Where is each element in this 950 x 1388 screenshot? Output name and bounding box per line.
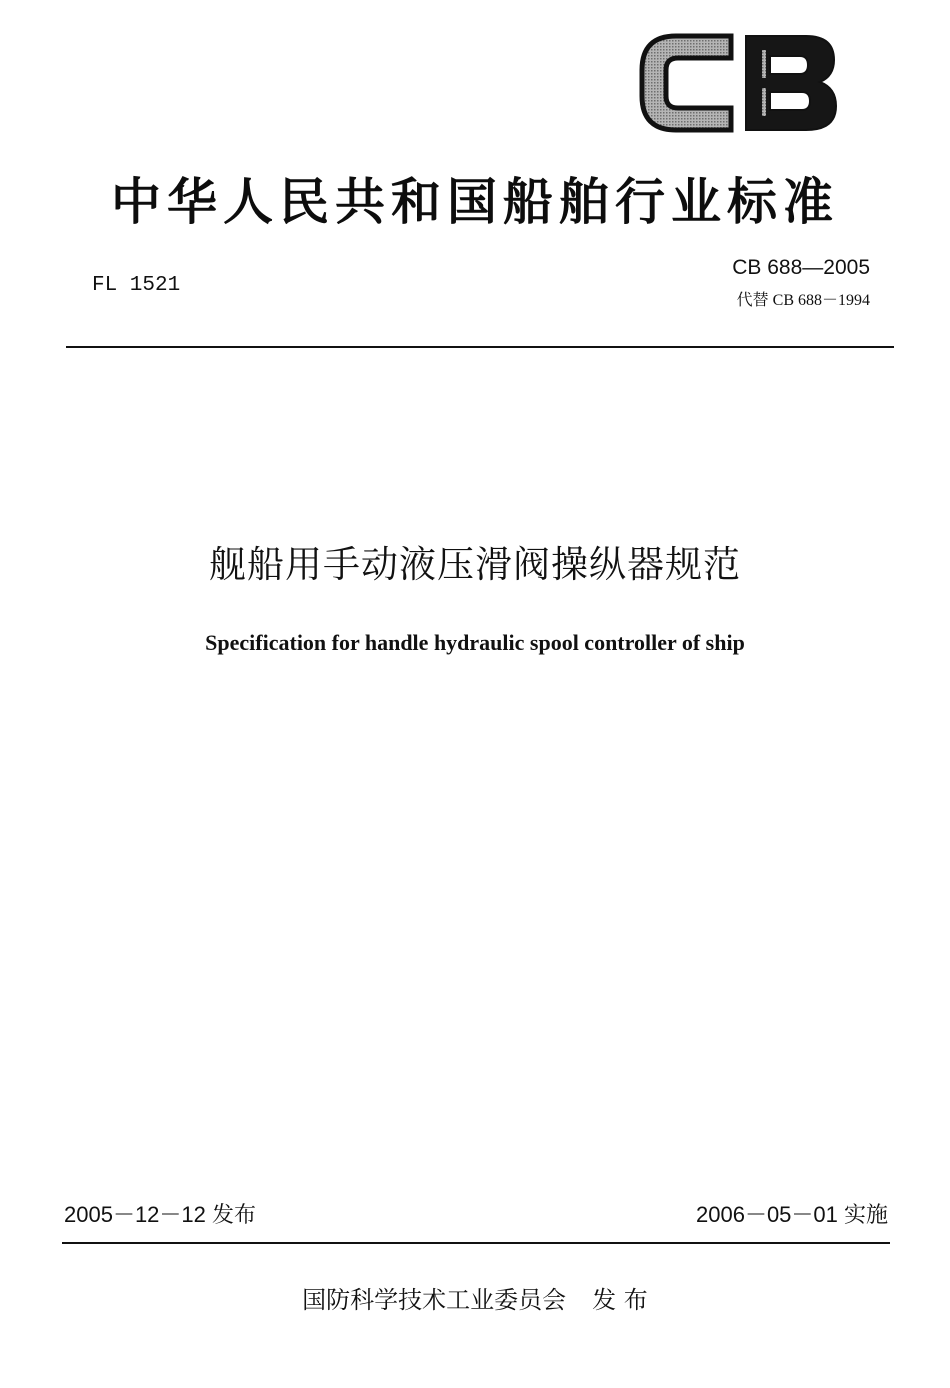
cb-logo xyxy=(636,28,842,138)
header-divider xyxy=(66,346,894,348)
issue-date: 2005－12－12 发布 xyxy=(64,1202,256,1227)
classification-code: FL 1521 xyxy=(92,274,181,297)
publisher-line xyxy=(0,1280,950,1315)
cb-logo-icon xyxy=(636,28,842,138)
standard-number: CB 688—2005 xyxy=(732,256,870,279)
implementation-date: 2006－05－01 实施 xyxy=(696,1202,888,1227)
document-title-cn: 舰船用手动液压滑阀操纵器规范 xyxy=(209,543,741,586)
footer-divider xyxy=(62,1242,890,1244)
replaces-standard: 代替 CB 688－1994 xyxy=(736,292,870,309)
standard-title: 中华人民共和国船舶行业标准 xyxy=(111,173,839,231)
document-title-en: Specification for handle hydraulic spool controller of ship xyxy=(205,630,745,655)
publisher-name: 国防科学技术工业委员会 xyxy=(302,1286,567,1314)
publish-label: 发 布 xyxy=(592,1286,648,1314)
